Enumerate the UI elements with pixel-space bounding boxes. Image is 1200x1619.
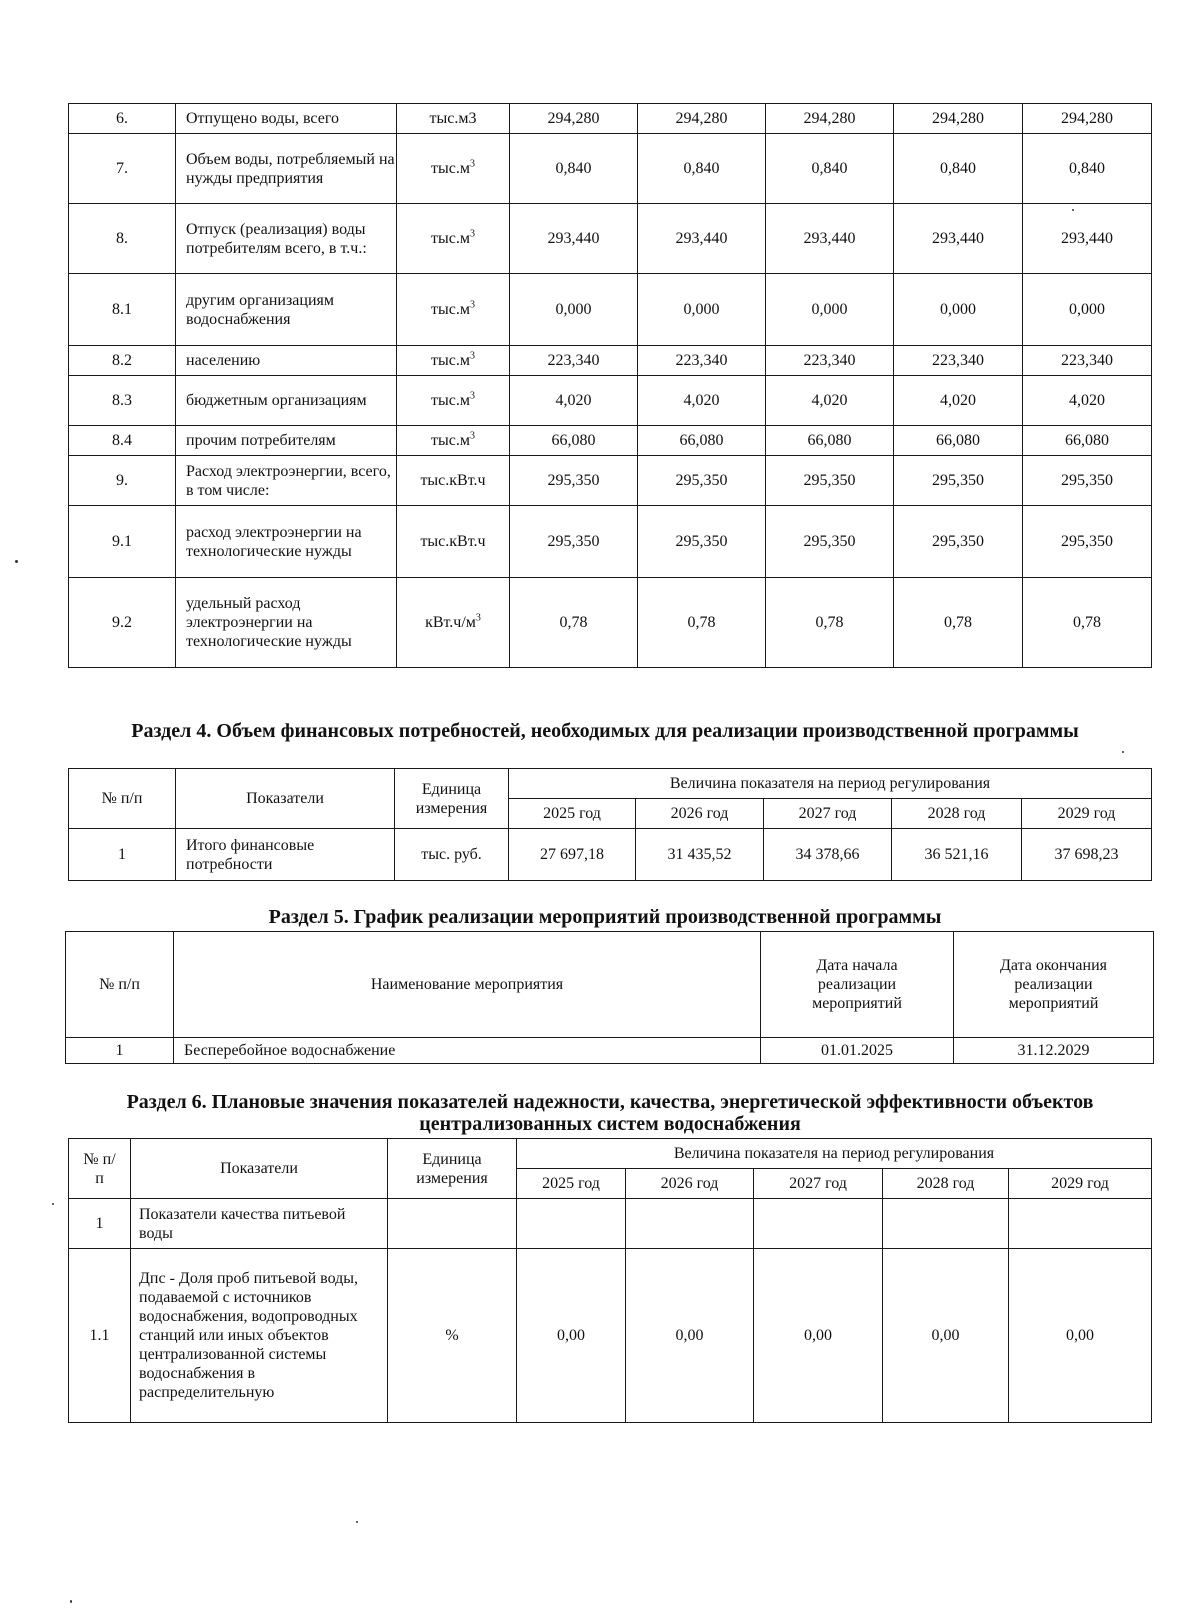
header-num: № п/п bbox=[66, 932, 174, 1038]
financial-needs-table bbox=[68, 768, 1152, 881]
table-row bbox=[69, 506, 1152, 578]
unit-superscript: 3 bbox=[469, 390, 475, 402]
value-cell: 294,280 bbox=[638, 104, 766, 134]
header-end-date: Дата окончания реализации мероприятий bbox=[954, 932, 1154, 1038]
value-cell: 223,340 bbox=[894, 346, 1023, 376]
header-event-name: Наименование мероприятия bbox=[174, 932, 761, 1038]
row-unit bbox=[397, 274, 510, 346]
row-unit bbox=[397, 456, 510, 506]
row-num: 7. bbox=[69, 134, 176, 204]
row-name: прочим потребителям bbox=[176, 426, 397, 456]
row-name: Показатели качества питьевой воды bbox=[131, 1199, 388, 1249]
row-num: 9. bbox=[69, 456, 176, 506]
value-cell: 0,00 bbox=[883, 1249, 1009, 1423]
value-cell: 0,78 bbox=[766, 578, 894, 668]
value-cell: 66,080 bbox=[1023, 426, 1152, 456]
value-cell: 0,00 bbox=[1009, 1249, 1152, 1423]
row-unit bbox=[397, 426, 510, 456]
scan-speck bbox=[356, 1521, 358, 1523]
row-name: Итого финансовые потребности bbox=[176, 829, 395, 881]
row-name: бюджетным организациям bbox=[176, 376, 397, 426]
row-num: 8.4 bbox=[69, 426, 176, 456]
year-header: 2028 год bbox=[883, 1169, 1009, 1199]
value-cell: 0,840 bbox=[510, 134, 638, 204]
value-cell bbox=[626, 1199, 754, 1249]
year-header: 2027 год bbox=[764, 799, 892, 829]
table-row bbox=[69, 104, 1152, 134]
value-cell bbox=[1009, 1199, 1152, 1249]
value-cell: 4,020 bbox=[638, 376, 766, 426]
row-name: Отпуск (реализация) воды потребителям всего, в т.ч.: bbox=[176, 204, 397, 274]
value-cell: 295,350 bbox=[510, 506, 638, 578]
row-num: 8.1 bbox=[69, 274, 176, 346]
scan-speck bbox=[15, 560, 18, 563]
row-name: расход электроэнергии на технологические нужды bbox=[176, 506, 397, 578]
year-header: 2028 год bbox=[892, 799, 1022, 829]
row-num: 6. bbox=[69, 104, 176, 134]
value-cell bbox=[517, 1199, 626, 1249]
row-num: 8. bbox=[69, 204, 176, 274]
value-cell: 66,080 bbox=[766, 426, 894, 456]
value-cell: 0,000 bbox=[894, 274, 1023, 346]
value-cell: 4,020 bbox=[766, 376, 894, 426]
unit-superscript: 3 bbox=[469, 228, 475, 240]
schedule-table bbox=[65, 931, 1154, 1064]
row-end-date: 31.12.2029 bbox=[954, 1038, 1154, 1064]
value-cell: 223,340 bbox=[638, 346, 766, 376]
value-cell: 294,280 bbox=[510, 104, 638, 134]
row-unit bbox=[397, 204, 510, 274]
table-row bbox=[69, 376, 1152, 426]
reliability-indicators-table bbox=[68, 1138, 1152, 1423]
year-header: 2027 год bbox=[754, 1169, 883, 1199]
value-cell: 295,350 bbox=[510, 456, 638, 506]
value-cell: 223,340 bbox=[1023, 346, 1152, 376]
value-cell: 0,78 bbox=[638, 578, 766, 668]
header-period: Величина показателя на период регулирования bbox=[509, 769, 1152, 799]
row-unit bbox=[397, 376, 510, 426]
value-cell: 0,840 bbox=[766, 134, 894, 204]
value-cell: 295,350 bbox=[894, 506, 1023, 578]
unit-text: кВт.ч/м bbox=[425, 614, 476, 631]
section5-title: Раздел 5. График реализации мероприятий производственной программы bbox=[268, 906, 942, 928]
value-cell: 37 698,23 bbox=[1022, 829, 1152, 881]
row-unit: тыс. руб. bbox=[395, 829, 509, 881]
scan-speck bbox=[1122, 751, 1124, 753]
unit-superscript: 3 bbox=[469, 299, 475, 311]
header-num: № п/п bbox=[69, 769, 176, 829]
year-header: 2026 год bbox=[636, 799, 764, 829]
value-cell: 295,350 bbox=[638, 456, 766, 506]
unit-text: тыс.м bbox=[431, 230, 470, 247]
value-cell: 293,440 bbox=[1023, 204, 1152, 274]
value-cell: 0,840 bbox=[1023, 134, 1152, 204]
value-cell: 4,020 bbox=[894, 376, 1023, 426]
header-start-date: Дата начала реализации мероприятий bbox=[761, 932, 954, 1038]
table-row bbox=[69, 1199, 1152, 1249]
value-cell: 293,440 bbox=[894, 204, 1023, 274]
value-cell: 66,080 bbox=[638, 426, 766, 456]
value-cell: 294,280 bbox=[894, 104, 1023, 134]
value-cell: 0,00 bbox=[626, 1249, 754, 1423]
value-cell bbox=[754, 1199, 883, 1249]
unit-superscript: 3 bbox=[469, 158, 475, 170]
value-cell: 0,840 bbox=[638, 134, 766, 204]
row-name: Расход электроэнергии, всего, в том числе: bbox=[176, 456, 397, 506]
value-cell: 0,840 bbox=[894, 134, 1023, 204]
value-cell: 295,350 bbox=[1023, 456, 1152, 506]
row-name: Бесперебойное водоснабжение bbox=[174, 1038, 761, 1064]
value-cell: 31 435,52 bbox=[636, 829, 764, 881]
unit-superscript: 3 bbox=[469, 430, 475, 442]
value-cell: 223,340 bbox=[766, 346, 894, 376]
value-cell: 0,00 bbox=[754, 1249, 883, 1423]
value-cell: 295,350 bbox=[638, 506, 766, 578]
row-num: 8.2 bbox=[69, 346, 176, 376]
unit-superscript: 3 bbox=[475, 612, 481, 624]
table-row bbox=[69, 204, 1152, 274]
table-row bbox=[69, 346, 1152, 376]
table-row bbox=[69, 274, 1152, 346]
value-cell: 0,78 bbox=[1023, 578, 1152, 668]
table-row bbox=[69, 1249, 1152, 1423]
table-row bbox=[69, 578, 1152, 668]
value-cell bbox=[883, 1199, 1009, 1249]
unit-text: тыс.м bbox=[431, 301, 470, 318]
unit-superscript: 3 bbox=[469, 350, 475, 362]
unit-text: тыс.кВт.ч bbox=[420, 533, 486, 550]
section6-title: Раздел 6. Плановые значения показателей надежности, качества, энергетической эффективности объектов централизованных систем водоснабжения bbox=[126, 1091, 1094, 1135]
value-cell: 293,440 bbox=[766, 204, 894, 274]
unit-text: тыс.м bbox=[431, 392, 470, 409]
row-name: Дпс - Доля проб питьевой воды, подаваемой с источников водоснабжения, водопроводных станций или иных объектов централизованной системы водоснабжения в распределительную bbox=[131, 1249, 388, 1423]
value-cell: 0,78 bbox=[894, 578, 1023, 668]
header-unit: Единица измерения bbox=[395, 769, 509, 829]
value-cell: 36 521,16 bbox=[892, 829, 1022, 881]
row-num: 1 bbox=[69, 1199, 131, 1249]
value-cell: 0,78 bbox=[510, 578, 638, 668]
unit-text: тыс.м bbox=[431, 352, 470, 369]
row-unit: % bbox=[388, 1249, 517, 1423]
row-name: населению bbox=[176, 346, 397, 376]
row-name: Объем воды, потребляемый на нужды предприятия bbox=[176, 134, 397, 204]
year-header: 2025 год bbox=[517, 1169, 626, 1199]
row-unit bbox=[388, 1199, 517, 1249]
row-num: 9.1 bbox=[69, 506, 176, 578]
value-cell: 0,000 bbox=[510, 274, 638, 346]
table-row bbox=[69, 134, 1152, 204]
year-header: 2025 год bbox=[509, 799, 636, 829]
value-cell: 294,280 bbox=[766, 104, 894, 134]
row-unit bbox=[397, 346, 510, 376]
scan-speck bbox=[52, 1203, 54, 1205]
unit-text: тыс.м bbox=[431, 432, 470, 449]
header-indicator: Показатели bbox=[131, 1139, 388, 1199]
value-cell: 4,020 bbox=[510, 376, 638, 426]
year-header: 2029 год bbox=[1022, 799, 1152, 829]
row-name: Отпущено воды, всего bbox=[176, 104, 397, 134]
scan-speck bbox=[1072, 209, 1074, 211]
row-name: другим организациям водоснабжения bbox=[176, 274, 397, 346]
value-cell: 295,350 bbox=[766, 456, 894, 506]
row-num: 1 bbox=[66, 1038, 174, 1064]
table-row bbox=[69, 426, 1152, 456]
header-num: № п/п bbox=[69, 1139, 131, 1199]
year-header: 2029 год bbox=[1009, 1169, 1152, 1199]
header-unit: Единица измерения bbox=[388, 1139, 517, 1199]
unit-text: тыс.м3 bbox=[429, 110, 477, 127]
header-indicator: Показатели bbox=[176, 769, 395, 829]
value-cell: 295,350 bbox=[766, 506, 894, 578]
value-cell: 293,440 bbox=[510, 204, 638, 274]
year-header: 2026 год bbox=[626, 1169, 754, 1199]
value-cell: 223,340 bbox=[510, 346, 638, 376]
value-cell: 66,080 bbox=[894, 426, 1023, 456]
value-cell: 294,280 bbox=[1023, 104, 1152, 134]
unit-text: тыс.кВт.ч bbox=[420, 472, 486, 489]
row-unit bbox=[397, 578, 510, 668]
section4-title: Раздел 4. Объем финансовых потребностей, необходимых для реализации производственной программы bbox=[131, 720, 1079, 742]
row-name: удельный расход электроэнергии на технологические нужды bbox=[176, 578, 397, 668]
row-unit bbox=[397, 134, 510, 204]
scan-speck bbox=[70, 1600, 72, 1603]
value-cell: 0,000 bbox=[766, 274, 894, 346]
row-num: 9.2 bbox=[69, 578, 176, 668]
header-period: Величина показателя на период регулирования bbox=[517, 1139, 1152, 1169]
row-num: 1.1 bbox=[69, 1249, 131, 1423]
value-cell: 295,350 bbox=[894, 456, 1023, 506]
row-unit bbox=[397, 506, 510, 578]
row-unit bbox=[397, 104, 510, 134]
table-row bbox=[69, 456, 1152, 506]
production-indicators-table bbox=[68, 103, 1152, 668]
unit-text: тыс.м bbox=[431, 160, 470, 177]
value-cell: 295,350 bbox=[1023, 506, 1152, 578]
value-cell: 0,00 bbox=[517, 1249, 626, 1423]
row-start-date: 01.01.2025 bbox=[761, 1038, 954, 1064]
row-num: 8.3 bbox=[69, 376, 176, 426]
value-cell: 0,000 bbox=[1023, 274, 1152, 346]
value-cell: 34 378,66 bbox=[764, 829, 892, 881]
value-cell: 66,080 bbox=[510, 426, 638, 456]
value-cell: 293,440 bbox=[638, 204, 766, 274]
row-num: 1 bbox=[69, 829, 176, 881]
value-cell: 4,020 bbox=[1023, 376, 1152, 426]
value-cell: 0,000 bbox=[638, 274, 766, 346]
value-cell: 27 697,18 bbox=[509, 829, 636, 881]
